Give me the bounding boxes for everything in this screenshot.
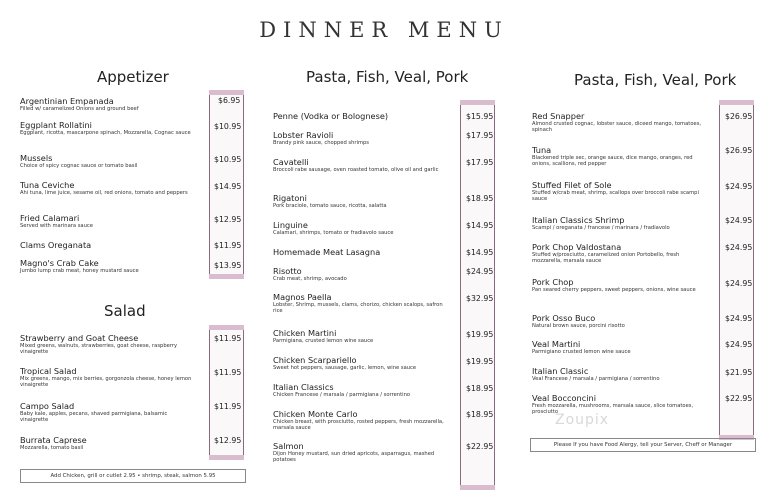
list-item	[273, 247, 449, 257]
appetizer-price-bar-bottom	[209, 274, 244, 279]
item-desc: Pan seared cherry peppers, sweet peppers, onions, wine sauce	[532, 287, 696, 293]
item-desc: Sweet hot peppers, sausage, garlic, lemon, wine sauce	[273, 365, 417, 371]
item-price: $26.95	[725, 146, 753, 155]
item-desc: Chicken Francese / marsala / parmigiana / sorrentino	[273, 392, 411, 398]
item-desc: Mozzarella, tomato basil	[20, 445, 84, 451]
item-desc: Stuffed w/prosciutto, caramelized onion Portobello, fresh mozzarella, marsala sauce	[532, 252, 680, 265]
item-name: Strawberry and Goat Cheese	[20, 333, 139, 343]
item-desc: Lobster, Shrimp, mussels, clams, chorizo, chicken scalops, safron rice	[273, 302, 443, 315]
list-item	[273, 111, 449, 121]
item-name: Italian Classic	[532, 366, 589, 376]
item-desc: Almond crusted cognac, lobster sauce, diceed mango, tomatoes, spinach	[532, 121, 702, 134]
list-item	[273, 409, 449, 432]
salad-heading: Salad	[104, 302, 146, 320]
item-desc: Jumbo lump crab meat, honey mustard sauce	[20, 268, 139, 274]
item-price: $21.95	[725, 368, 753, 377]
list-item	[532, 180, 708, 203]
item-name: Risotto	[273, 266, 302, 276]
item-desc: Stuffed w/crab meat, shrimp, scallops over broccoli rabe scampi sauce	[532, 190, 699, 203]
right-price-bar-top	[719, 100, 754, 105]
item-name: Salmon	[273, 441, 304, 451]
list-item	[20, 120, 196, 136]
list-item	[532, 215, 708, 231]
item-desc: Broccoli rabe sausage, oven roasted tomato, olive oil and garlic	[273, 167, 439, 173]
item-desc: Scampi / oreganata / francese / marinara / fradiavolo	[532, 225, 670, 231]
item-desc: Calamari, shrimps, tomato or fradiavolo sauce	[273, 230, 394, 236]
item-name: Eggplant Rollatini	[20, 120, 92, 130]
item-desc: Mix greens, mango, mix berries, gorgonzola cheese, honey lemon vinaigrette	[20, 376, 192, 389]
item-price: $24.95	[725, 243, 753, 252]
item-price: $14.95	[466, 248, 494, 257]
item-name: Burrata Caprese	[20, 435, 87, 445]
list-item	[532, 111, 708, 134]
item-desc: Crab meat, shrimp, avocado	[273, 276, 347, 282]
item-name: Chicken Monte Carlo	[273, 409, 358, 419]
list-item	[20, 240, 196, 250]
item-desc: Veal Francese / marsala / parmigiana / sorrentino	[532, 376, 660, 382]
item-price: $24.95	[466, 267, 494, 276]
list-item	[532, 277, 708, 293]
item-price: $24.95	[725, 340, 753, 349]
item-price: $18.95	[466, 384, 494, 393]
list-item	[273, 441, 449, 464]
item-desc: Pork braciole, tomato sauce, ricotta, salatta	[273, 203, 387, 209]
item-desc: Choice of spicy cognac sauce or tomato basil	[20, 163, 138, 169]
item-name: Tuna	[532, 145, 552, 155]
item-name: Veal Bocconcini	[532, 393, 596, 403]
middle-price-bar-top	[460, 100, 495, 105]
item-price: $11.95	[214, 334, 242, 343]
list-item	[273, 292, 449, 315]
right-heading: Pasta, Fish, Veal, Pork	[574, 71, 737, 89]
item-name: Red Snapper	[532, 111, 585, 121]
item-desc: Natural brown sauce, porcini risotto	[532, 323, 625, 329]
item-price: $6.95	[218, 96, 241, 105]
item-name: Pork Chop	[532, 277, 574, 287]
item-name: Homemade Meat Lasagna	[273, 247, 381, 257]
item-price: $19.95	[466, 357, 494, 366]
item-desc: Brandy pink sauce, chopped shrimps	[273, 140, 370, 146]
item-name: Italian Classics	[273, 382, 334, 392]
list-item	[273, 157, 449, 173]
item-price: $26.95	[725, 112, 753, 121]
item-price: $18.95	[466, 410, 494, 419]
middle-price-bar-bottom	[460, 485, 495, 490]
appetizer-heading: Appetizer	[97, 68, 169, 86]
item-desc: Parmigiano crusted lemon wine sauce	[532, 349, 631, 355]
list-item	[273, 266, 449, 282]
item-name: Argentinian Empanada	[20, 96, 114, 106]
item-name: Magnos Paella	[273, 292, 332, 302]
item-price: $14.95	[214, 182, 242, 191]
watermark: Zoupix	[555, 412, 610, 428]
item-name: Magno's Crab Cake	[20, 258, 99, 268]
item-price: $15.95	[466, 112, 494, 121]
appetizer-price-bar-top	[209, 90, 244, 95]
list-item	[532, 313, 708, 329]
item-name: Pork Chop Valdostana	[532, 242, 622, 252]
item-price: $32.95	[466, 294, 494, 303]
item-name: Lobster Ravioli	[273, 130, 334, 140]
item-price: $24.95	[725, 216, 753, 225]
item-price: $10.95	[214, 122, 242, 131]
item-name: Veal Martini	[532, 339, 581, 349]
item-desc: Ahi tuna, lime juice, sesame oil, red onions, tomato and peppers	[20, 190, 188, 196]
item-name: Fried Calamari	[20, 213, 80, 223]
item-desc: Fresh mozzarella, mushrooms, marsala sauce, slice tomatoes, prosciutto	[532, 403, 694, 416]
list-item	[273, 355, 449, 371]
item-desc: Mixed greens, walnuts, strawberries, goat cheese, raspberry vinaigrette	[20, 343, 178, 356]
item-name: Cavatelli	[273, 157, 309, 167]
item-name: Stuffed Filet of Sole	[532, 180, 612, 190]
item-desc: Blackened triple sec, orange sauce, dice mango, oranges, red onions, scallions, red pepper	[532, 155, 693, 168]
list-item	[20, 96, 196, 112]
item-price: $18.95	[466, 194, 494, 203]
item-desc: Parmigiana, crusted lemon wine sauce	[273, 338, 374, 344]
item-price: $12.95	[214, 215, 242, 224]
item-desc: Filled w/ caramelized Onions and ground beef	[20, 106, 139, 112]
item-price: $17.95	[466, 158, 494, 167]
item-name: Linguine	[273, 220, 308, 230]
item-name: Tuna Ceviche	[20, 180, 75, 190]
item-name: Pork Osso Buco	[532, 313, 596, 323]
list-item	[532, 145, 708, 168]
list-item	[20, 401, 196, 424]
list-item	[273, 328, 449, 344]
item-name: Rigatoni	[273, 193, 307, 203]
item-price: $17.95	[466, 131, 494, 140]
item-desc: Chicken breast, with prosciutto, rosted peppers, fresh mozzarella, marsala sauce	[273, 419, 444, 432]
list-item	[20, 366, 196, 389]
salad-price-bar-top	[209, 325, 244, 330]
item-price: $22.95	[466, 442, 494, 451]
item-name: Chicken Martini	[273, 328, 337, 338]
list-item	[20, 333, 196, 356]
item-price: $11.95	[214, 402, 242, 411]
item-name: Clams Oreganata	[20, 240, 92, 250]
list-item	[532, 339, 708, 355]
item-desc: Baby kale, apples, pecans, shaved parmigiana, balsamic vinaigrette	[20, 411, 168, 424]
list-item	[273, 220, 449, 236]
item-name: Chicken Scarpariello	[273, 355, 357, 365]
list-item	[532, 366, 708, 382]
item-price: $11.95	[214, 241, 242, 250]
list-item	[20, 213, 196, 229]
item-price: $10.95	[214, 155, 242, 164]
item-price: $11.95	[214, 368, 242, 377]
item-price: $19.95	[466, 330, 494, 339]
item-price: $24.95	[725, 279, 753, 288]
item-price: $22.95	[725, 394, 753, 403]
list-item	[20, 180, 196, 196]
item-name: Italian Classics Shrimp	[532, 215, 625, 225]
list-item	[273, 193, 449, 209]
item-price: $12.95	[214, 436, 242, 445]
allergy-note: Please If you have Food Alergy, tell your Server, Cheff or Manager	[530, 438, 756, 452]
item-name: Mussels	[20, 153, 53, 163]
list-item	[532, 242, 708, 265]
list-item	[20, 258, 196, 274]
item-name: Tropical Salad	[20, 366, 77, 376]
item-price: $14.95	[466, 221, 494, 230]
item-desc: Dijon Honey mustard, sun dried apricots, asparragus, mashed potatoes	[273, 451, 435, 464]
menu-title: DINNER MENU	[259, 18, 509, 42]
list-item	[20, 153, 196, 169]
item-name: Campo Salad	[20, 401, 75, 411]
salad-price-bar-bottom	[209, 455, 244, 460]
item-name: Penne (Vodka or Bolognese)	[273, 111, 389, 121]
list-item	[20, 435, 196, 451]
item-price: $24.95	[725, 314, 753, 323]
list-item	[273, 130, 449, 146]
list-item	[273, 382, 449, 398]
salad-addon-note: Add Chicken, grill or cutlet 2.95 • shrimp, steak, salmon 5.95	[20, 469, 246, 483]
item-desc: Served with marinara sauce	[20, 223, 93, 229]
item-price: $24.95	[725, 182, 753, 191]
middle-heading: Pasta, Fish, Veal, Pork	[306, 68, 469, 86]
item-price: $13.95	[214, 261, 242, 270]
item-desc: Eggplant, ricotta, mascarpone spinach, Mozzarella, Cognac sauce	[20, 130, 191, 136]
